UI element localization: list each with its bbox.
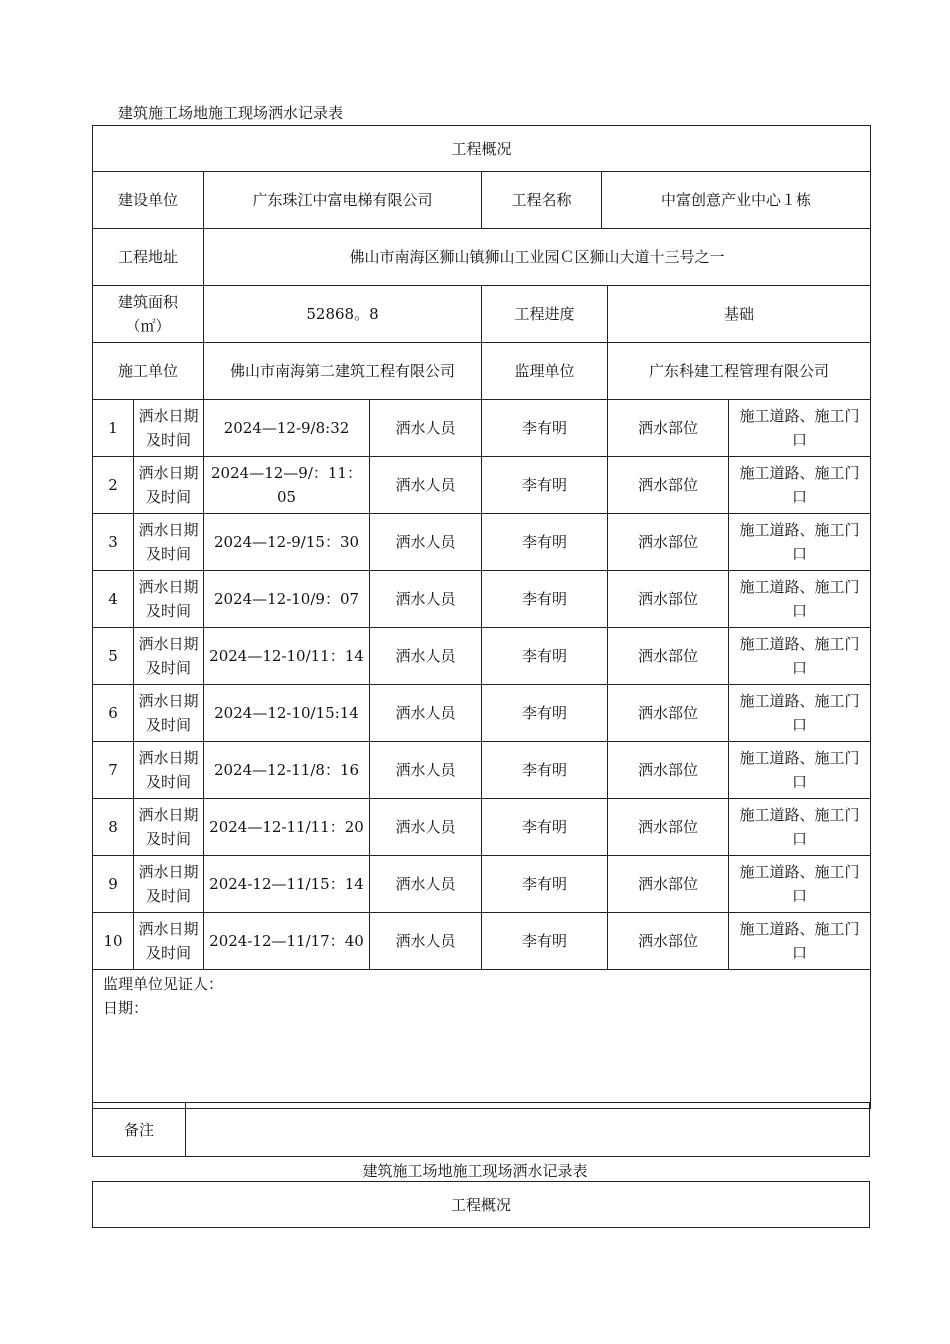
second-overview-header: 工程概况	[93, 1182, 870, 1228]
witness-cell	[93, 970, 871, 1109]
record-row	[93, 400, 871, 457]
record-row	[93, 856, 871, 913]
contractor-value: 佛山市南海第二建筑工程有限公司	[204, 343, 482, 400]
person-label: 洒水人员	[370, 457, 482, 514]
builder-label: 建设单位	[93, 172, 204, 229]
area-label-line1: 建筑面积	[117, 293, 178, 311]
project-name-value: 中富创意产业中心１栋	[602, 172, 871, 229]
location-label: 洒水部位	[608, 457, 729, 514]
area-value: 52868。8	[204, 286, 482, 343]
date-time-value: 2024-12—11/15：14	[204, 856, 370, 913]
location-label: 洒水部位	[608, 799, 729, 856]
record-number: 3	[93, 514, 134, 571]
address-value: 佛山市南海区狮山镇狮山工业园Ｃ区狮山大道十三号之一	[204, 229, 871, 286]
location-label: 洒水部位	[608, 514, 729, 571]
person-label: 洒水人员	[370, 742, 482, 799]
location-value: 施工道路、施工门口	[729, 685, 871, 742]
date-time-label: 洒水日期及时间	[134, 571, 204, 628]
record-number: 2	[93, 457, 134, 514]
date-time-label: 洒水日期及时间	[134, 913, 204, 970]
second-document-title: 建筑施工场地施工现场洒水记录表	[362, 1162, 588, 1180]
record-row	[93, 628, 871, 685]
location-value: 施工道路、施工门口	[729, 628, 871, 685]
record-number: 7	[93, 742, 134, 799]
remarks-label: 备注	[93, 1103, 186, 1157]
location-label: 洒水部位	[608, 571, 729, 628]
person-value: 李有明	[482, 742, 608, 799]
person-value: 李有明	[482, 628, 608, 685]
date-time-value: 2024—12-9/15：30	[204, 514, 370, 571]
person-value: 李有明	[482, 856, 608, 913]
location-label: 洒水部位	[608, 913, 729, 970]
date-time-value: 2024—12-10/15:14	[204, 685, 370, 742]
builder-value: 广东珠江中富电梯有限公司	[204, 172, 482, 229]
date-time-value: 2024—12-10/9：07	[204, 571, 370, 628]
record-number: 10	[93, 913, 134, 970]
contractor-label: 施工单位	[93, 343, 204, 400]
person-value: 李有明	[482, 685, 608, 742]
witness-label: 监理单位见证人：	[103, 975, 224, 993]
date-time-label: 洒水日期及时间	[134, 685, 204, 742]
date-time-label: 洒水日期及时间	[134, 742, 204, 799]
location-label: 洒水部位	[608, 742, 729, 799]
date-time-value: 2024—12-11/11：20	[204, 799, 370, 856]
person-value: 李有明	[482, 457, 608, 514]
person-value: 李有明	[482, 514, 608, 571]
supervisor-value: 广东科建工程管理有限公司	[608, 343, 871, 400]
person-label: 洒水人员	[370, 400, 482, 457]
date-time-label: 洒水日期及时间	[134, 514, 204, 571]
location-label: 洒水部位	[608, 856, 729, 913]
person-label: 洒水人员	[370, 799, 482, 856]
date-time-label: 洒水日期及时间	[134, 400, 204, 457]
remarks-value	[186, 1103, 870, 1157]
location-value: 施工道路、施工门口	[729, 742, 871, 799]
location-value: 施工道路、施工门口	[729, 856, 871, 913]
person-value: 李有明	[482, 571, 608, 628]
person-value: 李有明	[482, 799, 608, 856]
date-time-label: 洒水日期及时间	[134, 628, 204, 685]
record-row	[93, 457, 871, 514]
supervisor-label: 监理单位	[482, 343, 608, 400]
record-row	[93, 913, 871, 970]
date-time-label: 洒水日期及时间	[134, 856, 204, 913]
record-number: 4	[93, 571, 134, 628]
record-row	[93, 742, 871, 799]
remarks-table	[92, 1102, 870, 1157]
record-row	[93, 514, 871, 571]
sprinkling-record-table	[92, 125, 871, 1109]
person-label: 洒水人员	[370, 856, 482, 913]
person-label: 洒水人员	[370, 571, 482, 628]
record-number: 6	[93, 685, 134, 742]
date-label: 日期：	[103, 999, 149, 1017]
date-time-value: 2024—12-10/11：14	[204, 628, 370, 685]
project-name-label: 工程名称	[482, 172, 602, 229]
record-number: 1	[93, 400, 134, 457]
date-time-label: 洒水日期及时间	[134, 457, 204, 514]
location-value: 施工道路、施工门口	[729, 571, 871, 628]
location-value: 施工道路、施工门口	[729, 514, 871, 571]
location-label: 洒水部位	[608, 628, 729, 685]
person-label: 洒水人员	[370, 628, 482, 685]
record-row	[93, 799, 871, 856]
address-label: 工程地址	[93, 229, 204, 286]
date-time-value: 2024—12-9/8:32	[204, 400, 370, 457]
person-label: 洒水人员	[370, 913, 482, 970]
location-value: 施工道路、施工门口	[729, 799, 871, 856]
location-value: 施工道路、施工门口	[729, 457, 871, 514]
location-value: 施工道路、施工门口	[729, 913, 871, 970]
progress-value: 基础	[608, 286, 871, 343]
record-number: 5	[93, 628, 134, 685]
document-title: 建筑施工场地施工现场洒水记录表	[118, 104, 344, 122]
area-label	[93, 286, 204, 343]
record-row	[93, 571, 871, 628]
overview-header: 工程概况	[93, 126, 871, 172]
date-time-value: 2024-12—11/17：40	[204, 913, 370, 970]
date-time-value: 2024—12—9/：11：05	[204, 457, 370, 514]
date-time-value: 2024—12-11/8：16	[204, 742, 370, 799]
area-label-line2: （㎡）	[125, 317, 171, 335]
location-value: 施工道路、施工门口	[729, 400, 871, 457]
person-label: 洒水人员	[370, 685, 482, 742]
record-number: 8	[93, 799, 134, 856]
record-row	[93, 685, 871, 742]
record-number: 9	[93, 856, 134, 913]
location-label: 洒水部位	[608, 400, 729, 457]
date-time-label: 洒水日期及时间	[134, 799, 204, 856]
location-label: 洒水部位	[608, 685, 729, 742]
progress-label: 工程进度	[482, 286, 608, 343]
person-value: 李有明	[482, 913, 608, 970]
person-value: 李有明	[482, 400, 608, 457]
person-label: 洒水人员	[370, 514, 482, 571]
second-record-table	[92, 1181, 870, 1228]
